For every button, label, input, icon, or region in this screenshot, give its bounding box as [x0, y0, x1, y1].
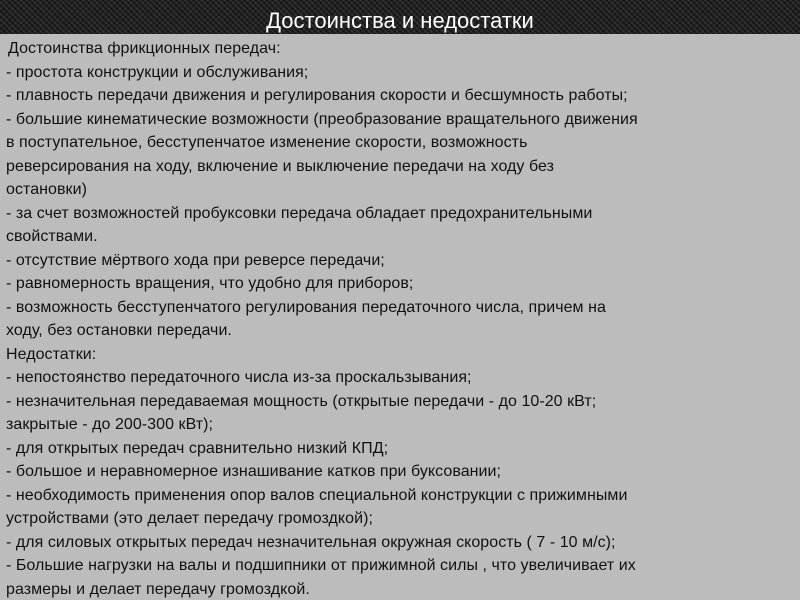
text-line: закрытые - до 200-300 кВт); [6, 416, 214, 433]
text-line: размеры и делает передачу громоздкой. [6, 580, 310, 598]
text-line: - отсутствие мёртвого хода при реверсе передачи; [6, 251, 385, 269]
text-line: реверсирования на ходу, включение и выключение передачи на ходу без [6, 157, 554, 175]
text-line: в поступательное, бесступенчатое изменение скорости, возможность [6, 134, 528, 151]
text-line: Недостатки: [6, 345, 97, 363]
text-line: - необходимость применения опор валов специальной конструкции с прижимными [6, 486, 628, 504]
text-line: ходу, без остановки передачи. [6, 322, 232, 339]
text-line: - непостоянство передаточного числа из-за проскальзывания; [6, 369, 472, 386]
text-line: - простота конструкции и обслуживания; [6, 63, 309, 81]
text-line: - большие кинематические возможности (преобразование вращательного движения [6, 110, 638, 128]
text-line: свойствами. [6, 228, 98, 245]
text-line: - возможность бесступенчатого регулирования передаточного числа, причем на [6, 298, 606, 316]
text-line: - за счет возможностей пробуксовки передача обладает предохранительными [6, 204, 593, 222]
text-line: - для открытых передач сравнительно низкий КПД; [6, 439, 389, 457]
text-line: - равномерность вращения, что удобно для приборов; [6, 275, 414, 292]
text-line: - плавность передачи движения и регулирования скорости и бесшумность работы; [6, 87, 628, 104]
text-line: - Большие нагрузки на валы и подшипники от прижимной силы , что увеличивает их [6, 557, 636, 574]
text-line: - для силовых открытых передач незначительная окружная скорость ( 7 - 10 м/с); [6, 533, 616, 551]
text-line: - незначительная передаваемая мощность (открытые передачи - до 10-20 кВт; [6, 392, 597, 410]
slide-title: Достоинства и недостатки [266, 8, 534, 33]
text-line: остановки) [6, 181, 87, 198]
text-line: устройствами (это делает передачу громоздкой); [6, 510, 373, 527]
text-line: - большое и неравномерное изнашивание катков при буксовании; [6, 463, 502, 480]
text-line: Достоинства фрикционных передач: [8, 40, 281, 57]
content-panel [0, 34, 800, 600]
